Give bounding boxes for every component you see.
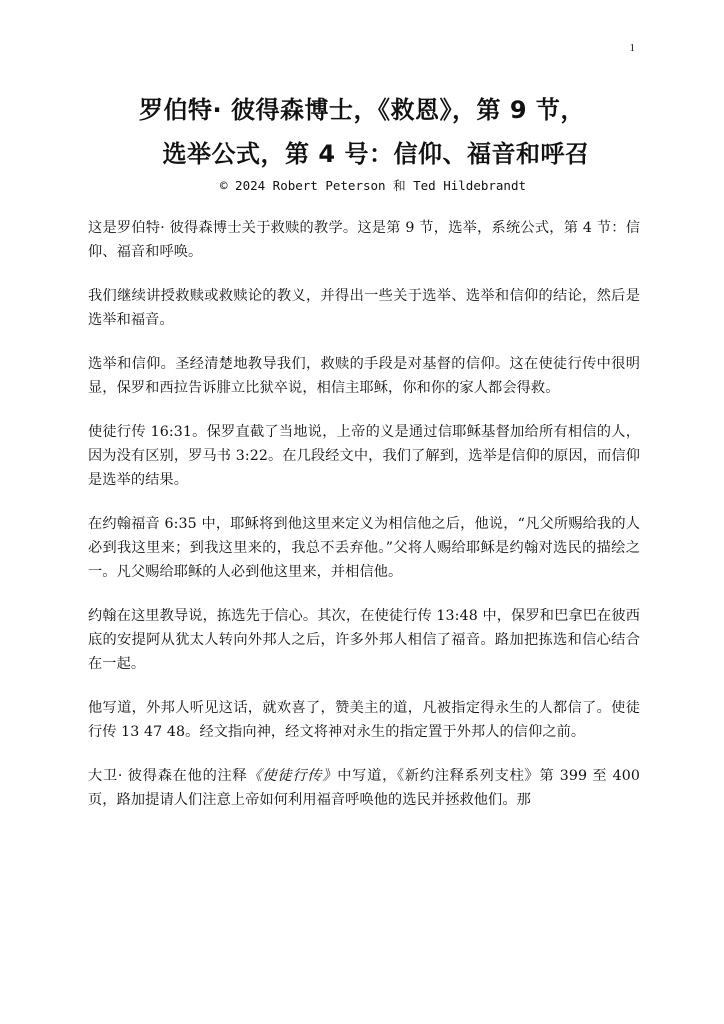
page-title-line-1: 罗伯特· 彼得森博士，《救恩》，第 9 节，: [139, 96, 585, 124]
page-title-line-2: 选举公式，第 4 号：信仰、福音和呼召: [162, 140, 590, 168]
paragraph-2: 我们继续讲授救赎或救赎论的教义，并得出一些关于选举、选举和信仰的结论，然后是选举和福音。: [88, 288, 640, 328]
page-number: 1: [629, 42, 635, 54]
title-block: [0, 88, 724, 196]
paragraph-8: [88, 764, 640, 812]
paragraph-5: 在约翰福音 6:35 中，耶稣将到他这里来定义为相信他之后，他说，“凡父所赐给我的人必到我这里来；到我这里来的，我总不丢弃他。”父将人赐给耶稣是约翰对选民的描绘之一。凡父赐给耶稣的人必到他这里来，并相信他。: [88, 516, 640, 580]
paragraph-7: 他写道，外邦人听见这话，就欢喜了，赞美主的道，凡被指定得永生的人都信了。使徒行传 13 47 48。经文指向神，经文将神对永生的指定置于外邦人的信仰之前。: [88, 700, 640, 740]
paragraph-1: 这是罗伯特· 彼得森博士关于救赎的教学。这是第 9 节，选举，系统公式，第 4 节：信仰、福音和呼唤。: [88, 220, 640, 260]
paragraph-3: 选举和信仰。圣经清楚地教导我们，救赎的手段是对基督的信仰。这在使徒行传中很明显，保罗和西拉告诉腓立比狱卒说，相信主耶稣，你和你的家人都会得救。: [88, 356, 640, 396]
paragraph-8-text-a: 大卫· 彼得森在他的注释: [88, 768, 248, 784]
paragraph-8-book-title: 《使徒行传》: [247, 768, 338, 784]
document-body: [88, 216, 640, 832]
paragraph-4: 使徒行传 16:31。保罗直截了当地说，上帝的义是通过信耶稣基督加给所有相信的人，因为没有区别，罗马书 3:22。在几段经文中，我们了解到，选举是信仰的原因，而信仰是选举的结果。: [88, 424, 640, 488]
paragraph-6: 约翰在这里教导说，拣选先于信心。其次，在使徒行传 13:48 中，保罗和巴拿巴在彼西底的安提阿从犹太人转向外邦人之后，许多外邦人相信了福音。路加把拣选和信心结合在一起。: [88, 608, 640, 672]
paragraph-8-text-b: 中写道，《新约注释系列支柱》第 399 至 400 页，路加提请人们注意上帝如何利用福音呼唤他的选民并拯救他们。那: [88, 768, 640, 808]
copyright-line: © 2024 Robert Peterson 和 Ted Hildebrandt: [220, 178, 526, 193]
